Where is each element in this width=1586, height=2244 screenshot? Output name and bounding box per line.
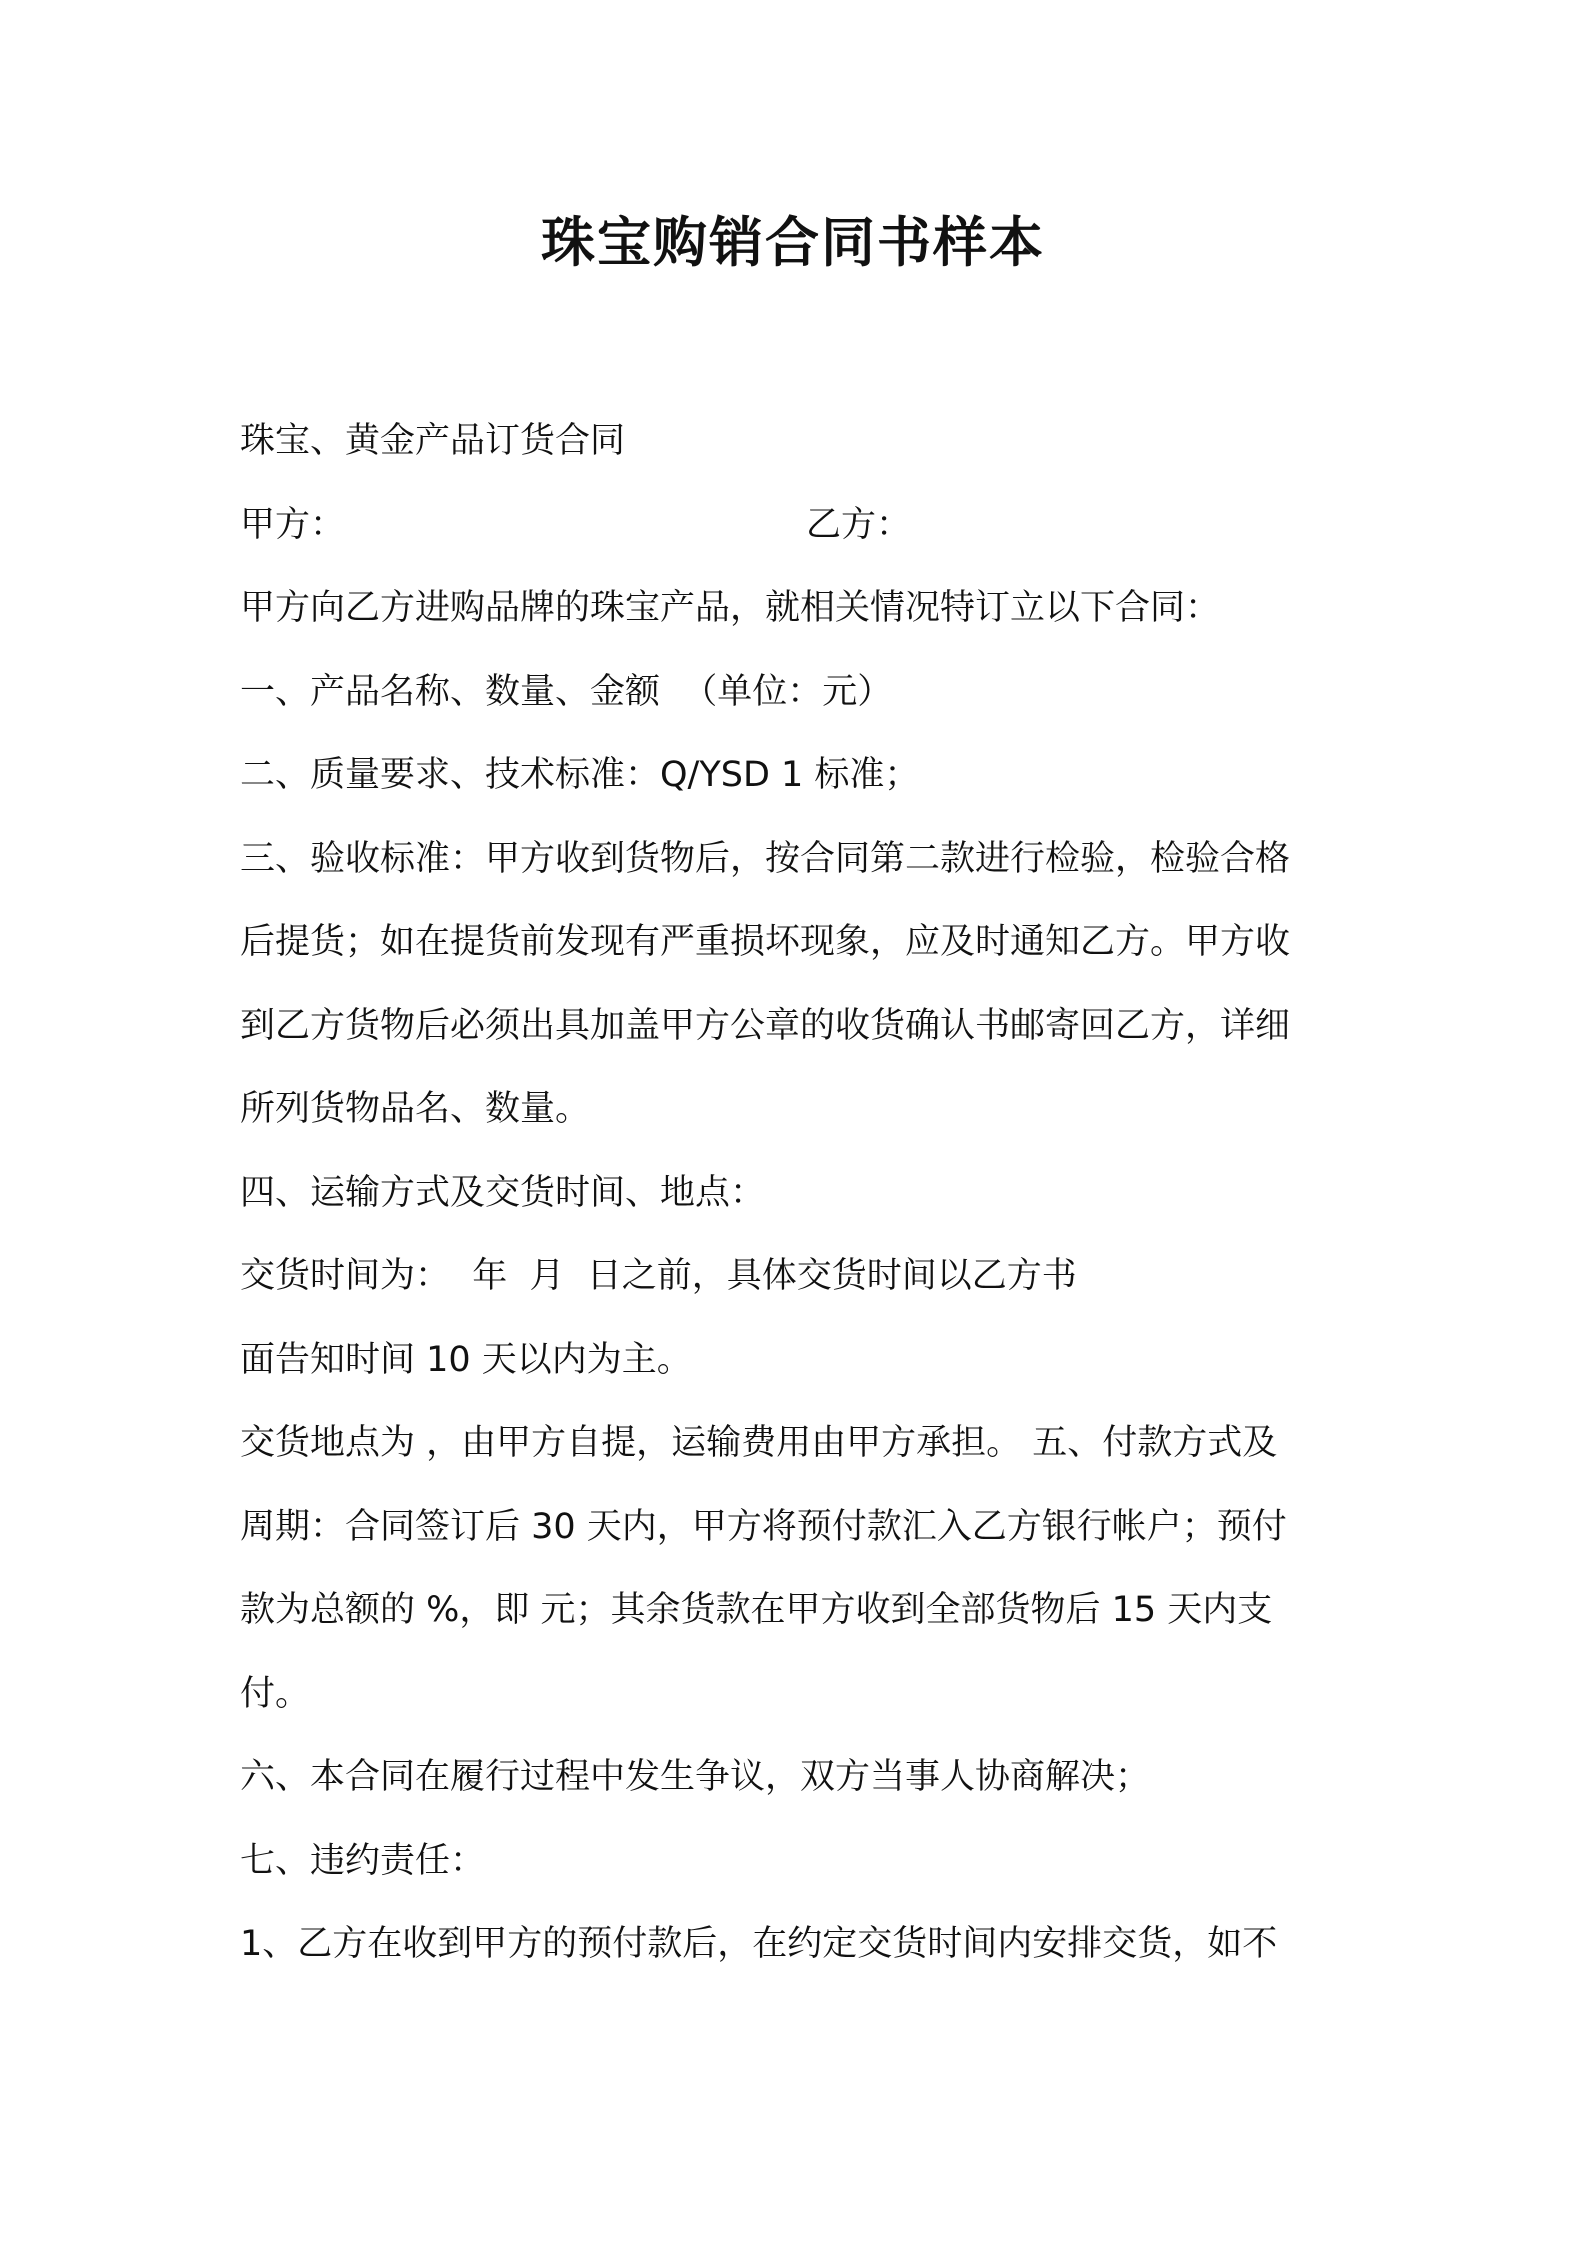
- body-line: 六、本合同在履行过程中发生争议，双方当事人协商解决；: [240, 1757, 1151, 1797]
- body-line: 款为总额的 %，即 元；其余货款在甲方收到全部货物后 15 天内支: [240, 1590, 1273, 1630]
- body-line: 三、验收标准：甲方收到货物后，按合同第二款进行检验，检验合格: [240, 838, 1291, 879]
- body-line: 后提货；如在提货前发现有严重损坏现象，应及时通知乙方。甲方收: [240, 922, 1291, 962]
- body-line: 二、质量要求、技术标准：Q/YSD 1 标准；: [240, 755, 920, 795]
- party-a-label: 甲方：: [240, 504, 346, 545]
- parties-row: [240, 484, 1360, 568]
- body-line: 七、违约责任：: [240, 1840, 486, 1881]
- body-line: 一、产品名称、数量、金额 （单位：元）: [240, 671, 893, 712]
- body-line: 付。: [240, 1673, 311, 1714]
- document-title: 珠宝购销合同书样本: [541, 211, 1045, 274]
- body-line: 交货地点为 ，由甲方自提，运输费用由甲方承担。 五、付款方式及: [240, 1423, 1278, 1463]
- body-line: 甲方向乙方进购品牌的珠宝产品，就相关情况特订立以下合同：: [240, 588, 1221, 628]
- party-b-label: 乙方：: [806, 504, 912, 545]
- body-line: 所列货物品名、数量。: [240, 1089, 591, 1129]
- body-line: 1、乙方在收到甲方的预付款后，在约定交货时间内安排交货，如不: [240, 1924, 1278, 1964]
- contract-subtitle: 珠宝、黄金产品订货合同: [240, 421, 626, 461]
- body-line: 四、运输方式及交货时间、地点：: [240, 1172, 766, 1213]
- body-line: 到乙方货物后必须出具加盖甲方公章的收货确认书邮寄回乙方，详细: [240, 1005, 1291, 1046]
- body-line: 面告知时间 10 天以内为主。: [240, 1339, 692, 1380]
- body-line: 周期：合同签订后 30 天内，甲方将预付款汇入乙方银行帐户；预付: [240, 1506, 1287, 1547]
- body-line: 交货时间为： 年 月 日之前，具体交货时间以乙方书: [240, 1256, 1077, 1296]
- document-body: [240, 400, 1360, 1987]
